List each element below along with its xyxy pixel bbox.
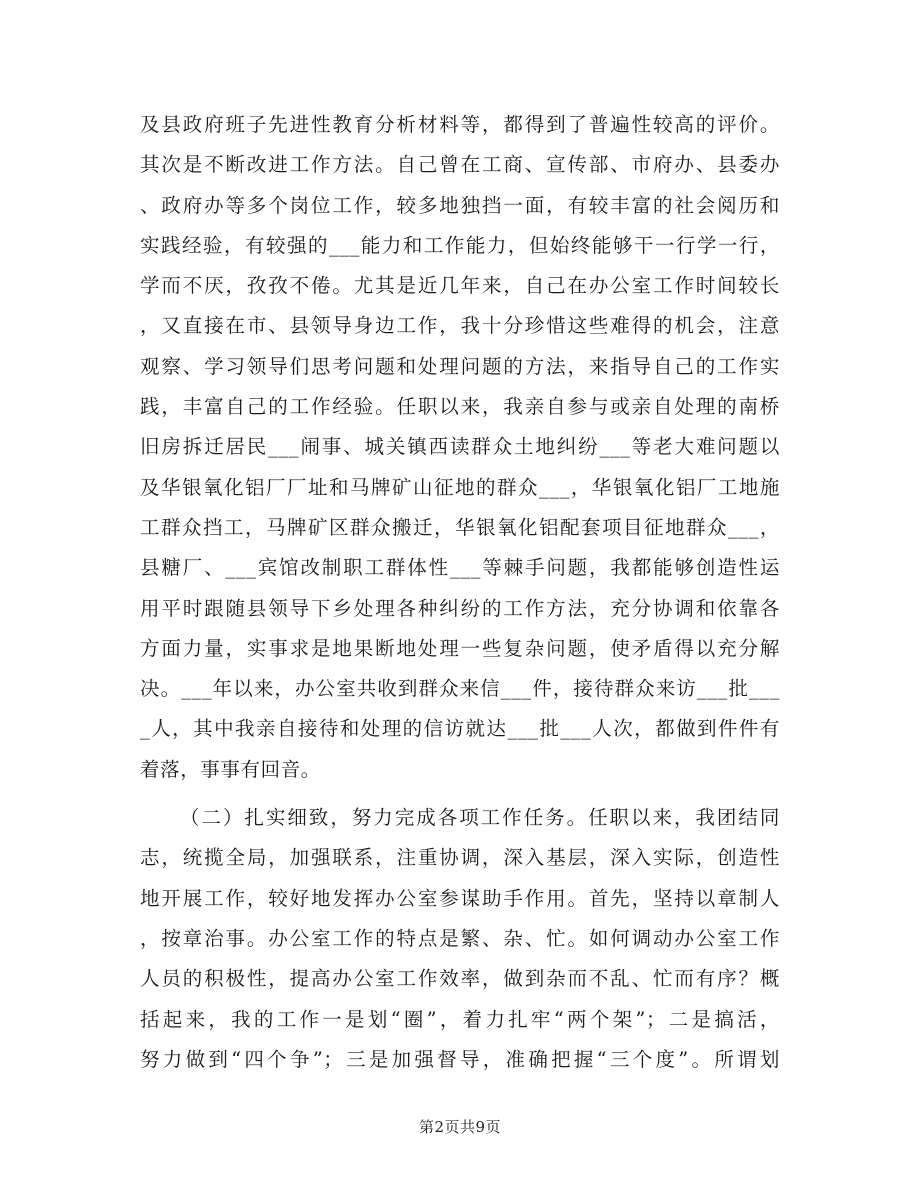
- text-line: 用平时跟随县领导下乡处理各种纠纷的工作方法，充分协调和依靠各: [140, 596, 780, 620]
- text-line: 践，丰富自己的工作经验。任职以来，我亲自参与或亲自处理的南桥: [140, 395, 780, 419]
- text-line: 志，统揽全局，加强联系，注重协调，深入基层，深入实际，创造性: [140, 846, 780, 870]
- text-line: _人，其中我亲自接待和处理的信访就达___批___人次，都做到件件有: [140, 717, 780, 741]
- text-line: 学而不厌，孜孜不倦。尤其是近几年来，自己在办公室工作时间较长: [140, 274, 780, 298]
- text-line: 着落，事事有回音。: [140, 757, 321, 781]
- text-line: 方面力量，实事求是地果断地处理一些复杂问题，使矛盾得以充分解: [140, 636, 780, 660]
- text-line: 及县政府班子先进性教育分析材料等，都得到了普遍性较高的评价。: [140, 113, 780, 136]
- text-line: 实践经验，有较强的___能力和工作能力，但始终能够干一行学一行，: [140, 233, 780, 257]
- text-line: 旧房拆迁居民___闹事、城关镇西读群众土地纠纷___等老大难问题以: [140, 435, 780, 459]
- text-line: 、政府办等多个岗位工作，较多地独挡一面，有较丰富的社会阅历和: [140, 193, 780, 217]
- text-line: 人员的积极性，提高办公室工作效率，做到杂而不乱、忙而有序？概: [140, 967, 780, 991]
- text-line: 及华银氧化铝厂厂址和马牌矿山征地的群众___，华银氧化铝厂工地施: [140, 475, 780, 499]
- text-line: 努力做到“四个争”；三是加强督导，准确把握“三个度”。所谓划: [140, 1047, 780, 1071]
- text-line: ，按章治事。办公室工作的特点是繁、杂、忙。如何调动办公室工作: [140, 926, 780, 950]
- text-line: 括起来，我的工作一是划“圈”，着力扎牢“两个架”；二是搞活，: [140, 1007, 780, 1031]
- text-line: 观察、学习领导们思考问题和处理问题的方法，来指导自己的工作实: [140, 354, 780, 378]
- text-line: 工群众挡工，马牌矿区群众搬迁，华银氧化铝配套项目征地群众___，: [140, 515, 780, 539]
- body-text: [140, 105, 780, 1080]
- text-line: （二）扎实细致，努力完成各项工作任务。任职以来，我团结同: [180, 806, 780, 830]
- text-line: 县糖厂、___宾馆改制职工群体性___等棘手问题，我都能够创造性运: [140, 556, 780, 580]
- text-line: ，又直接在市、县领导身边工作，我十分珍惜这些难得的机会，注意: [140, 314, 780, 338]
- paragraph-gap: [140, 790, 780, 798]
- page-number: 第2页共9页: [418, 1118, 502, 1136]
- text-line: 地开展工作，较好地发挥办公室参谋助手作用。首先，坚持以章制人: [140, 886, 780, 910]
- text-line: 其次是不断改进工作方法。自己曾在工商、宣传部、市府办、县委办: [140, 153, 780, 177]
- text-line: 决。___年以来，办公室共收到群众来信___件，接待群众来访___批___: [140, 677, 780, 701]
